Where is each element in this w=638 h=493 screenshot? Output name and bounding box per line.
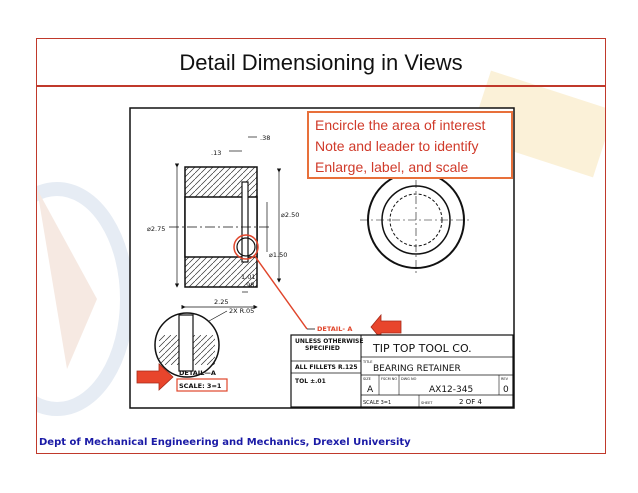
tb-fillets: ALL FILLETS R.125 (295, 364, 358, 371)
slide (36, 38, 606, 454)
dim-101: 1.01 (241, 273, 256, 281)
detail-label: DETAIL—A (179, 369, 216, 377)
tb-lbl-size: SIZE (363, 377, 371, 381)
tb-rev: 0 (503, 385, 509, 395)
tb-part-name: BEARING RETAINER (373, 364, 461, 374)
dim-013: .13 (211, 149, 222, 157)
tb-scale: SCALE 3=1 (363, 400, 392, 406)
dim-dia-275: ⌀2.75 (147, 225, 166, 233)
tb-company: TIP TOP TOOL CO. (373, 342, 472, 355)
title-rule (37, 85, 605, 87)
tb-tol-line1: UNLESS OTHERWISE (295, 338, 364, 345)
tb-lbl-rev: REV (501, 377, 509, 381)
radius-note: 2X R.05 (229, 307, 255, 315)
tb-lbl-dwg: DWG NO (401, 377, 417, 381)
tb-tol-line2: SPECIFIED (305, 345, 340, 352)
tb-lbl-title: TITLE (363, 360, 373, 364)
detail-a-note: DETAIL- A (317, 325, 353, 333)
tb-size: A (367, 385, 374, 395)
detail-scale: SCALE: 3=1 (179, 382, 222, 390)
callout-line-1: Encircle the area of interest (315, 117, 486, 133)
tb-lbl-sheet: SHEET (421, 401, 433, 405)
dim-dia-250: ⌀2.50 (281, 211, 300, 219)
dim-225: 2.25 (214, 298, 229, 306)
slide-footer: Dept of Mechanical Engineering and Mechanics, Drexel University (39, 437, 411, 448)
tb-dwg-no: AX12-345 (429, 385, 474, 395)
tb-lbl-fscm: FSCM NO (381, 377, 398, 381)
callout-line-3: Enlarge, label, and scale (315, 159, 469, 175)
slide-title: Detail Dimensioning in Views (179, 50, 463, 75)
dim-dia-150: ⌀1.50 (269, 251, 288, 259)
dim-098: .98 (244, 281, 255, 289)
callout-box (307, 111, 513, 179)
tb-sheet: 2 OF 4 (459, 398, 482, 406)
tb-tolerance: TOL ±.01 (295, 378, 326, 385)
dim-038: .38 (260, 134, 271, 142)
callout-line-2: Note and leader to identify (315, 138, 479, 154)
